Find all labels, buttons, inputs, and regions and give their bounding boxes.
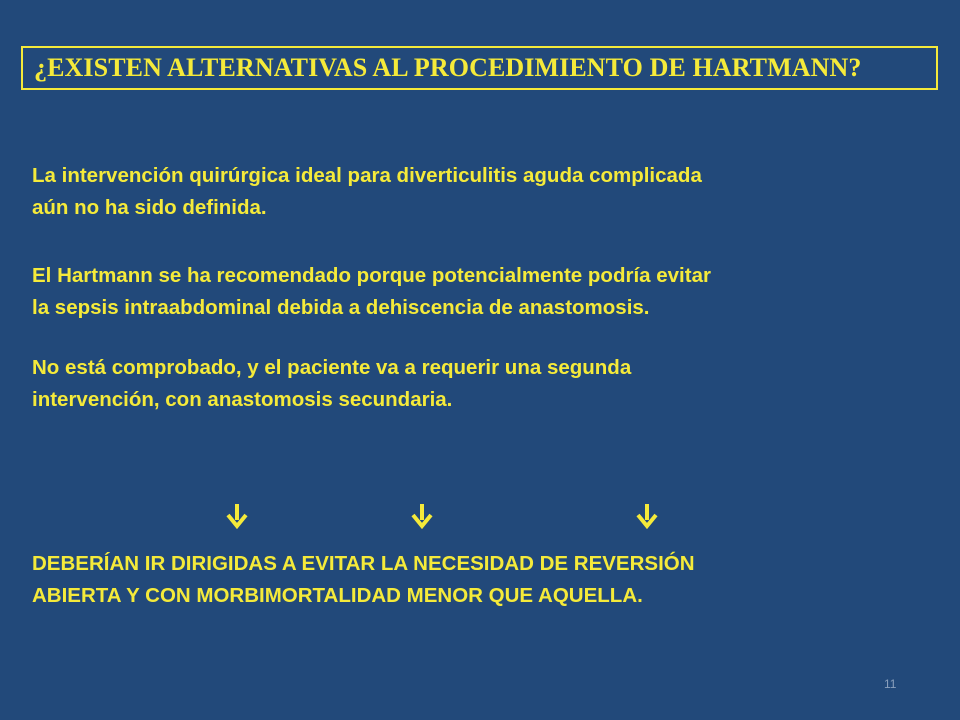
paragraph-ideal-intervention — [32, 160, 922, 224]
paragraph-line: El Hartmann se ha recomendado porque potencialmente podría evitar — [32, 264, 711, 287]
paragraph-not-proven — [32, 352, 922, 416]
paragraph-line: No está comprobado, y el paciente va a requerir una segunda — [32, 356, 632, 379]
arrow-down-icon — [225, 503, 249, 529]
paragraph-line: la sepsis intraabdominal debida a dehiscencia de anastomosis. — [32, 296, 650, 319]
conclusion-line: DEBERÍAN IR DIRIGIDAS A EVITAR LA NECESIDAD DE REVERSIÓN — [32, 552, 695, 575]
page-number: 11 — [884, 677, 897, 691]
title-box — [21, 46, 938, 90]
paragraph-line: aún no ha sido definida. — [32, 196, 267, 219]
paragraph-hartmann-recommendation — [32, 260, 922, 324]
paragraph-line: intervención, con anastomosis secundaria. — [32, 388, 453, 411]
slide-title: ¿EXISTEN ALTERNATIVAS AL PROCEDIMIENTO DE HARTMANN? — [34, 53, 862, 82]
conclusion-text — [32, 548, 932, 612]
arrow-down-icon — [410, 503, 434, 529]
paragraph-line: La intervención quirúrgica ideal para diverticulitis aguda complicada — [32, 164, 702, 187]
arrow-down-icon — [635, 503, 659, 529]
conclusion-line: ABIERTA Y CON MORBIMORTALIDAD MENOR QUE AQUELLA. — [32, 584, 643, 607]
